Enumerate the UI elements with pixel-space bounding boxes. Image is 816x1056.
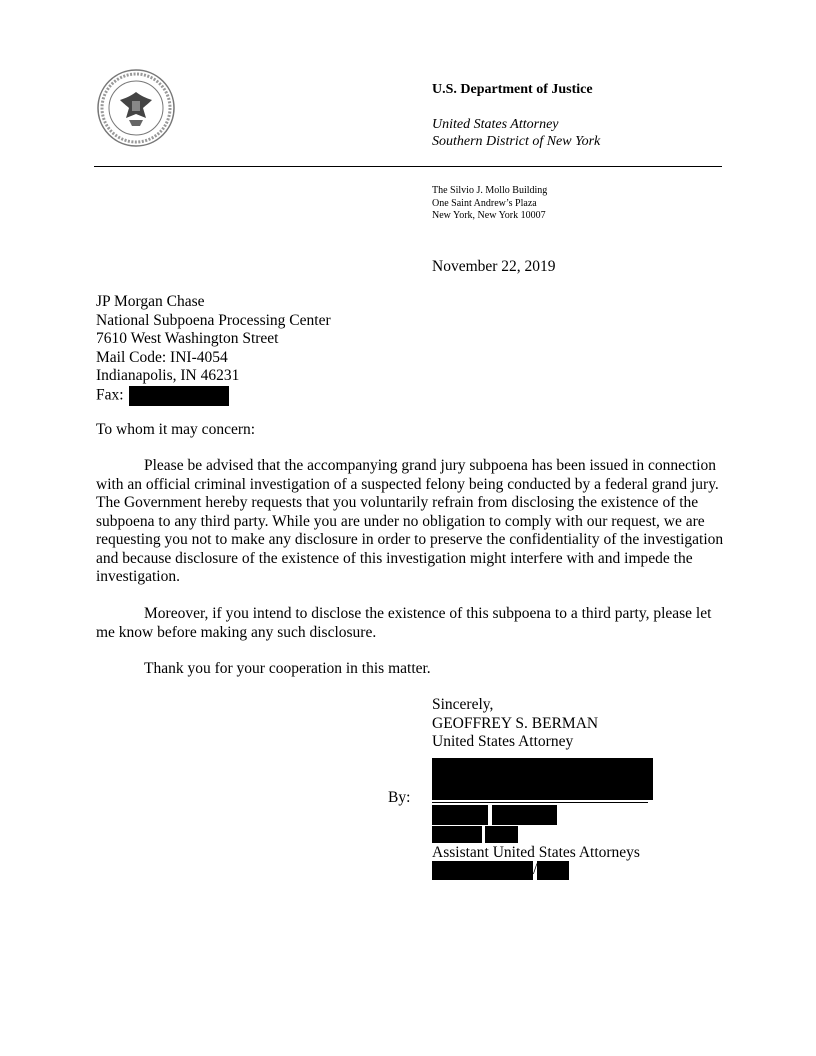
fax-redaction xyxy=(129,386,229,406)
fax-label: Fax: xyxy=(96,386,124,404)
closing: Sincerely, xyxy=(432,696,494,713)
letterhead-divider xyxy=(94,166,722,167)
phone-redaction-1 xyxy=(432,861,533,880)
recipient-line-5: Indianapolis, IN 46231 xyxy=(96,367,240,384)
by-label: By: xyxy=(388,789,411,806)
signature-redaction xyxy=(432,758,653,800)
signature-line xyxy=(432,802,648,803)
office-address xyxy=(432,185,547,223)
recipient-line-1: JP Morgan Chase xyxy=(96,293,205,310)
office-line-1: United States Attorney xyxy=(432,117,559,132)
recipient-line-4: Mail Code: INI-4054 xyxy=(96,348,228,366)
paragraph-3-text: Thank you for your cooperation in this matter. xyxy=(144,660,431,677)
signer-name-redaction-1 xyxy=(432,805,488,825)
address-line-3: New York, New York 10007 xyxy=(432,210,546,221)
signer-name-redaction-4 xyxy=(485,826,518,843)
body-paragraph-1 xyxy=(96,457,728,587)
paragraph-1-text: Please be advised that the accompanying grand jury subpoena has been issued in connection with an official criminal investigation of a suspected felony being conducted by a federal grand jury. The Government hereby requests that you voluntarily refrain from disclosing the existence of the subpoena to any third party. While you are under no obligation to comply with our request, we are requesting you not to make any disclosure in order to preserve the confidentiality of the investigation and because disclosure of the existence of this investigation might interfere with and impede the investigation. xyxy=(96,457,724,585)
body-paragraph-2 xyxy=(96,605,728,642)
address-line-2: One Saint Andrew’s Plaza xyxy=(432,197,537,209)
department-name: U.S. Department of Justice xyxy=(432,82,593,97)
address-line-1: The Silvio J. Mollo Building xyxy=(432,185,548,196)
salutation: To whom it may concern: xyxy=(96,421,256,438)
phone-separator: / xyxy=(533,861,538,878)
paragraph-2-text: Moreover, if you intend to disclose the existence of this subpoena to a third party, please let me know before making any such disclosure. xyxy=(96,605,712,641)
phone-redaction-2 xyxy=(537,861,569,880)
letter-date: November 22, 2019 xyxy=(432,258,556,275)
recipient-block xyxy=(96,293,331,406)
recipient-fax-line xyxy=(96,386,331,406)
signature-block xyxy=(432,696,598,752)
office-line-2: Southern District of New York xyxy=(432,134,601,149)
signer-name: GEOFFREY S. BERMAN xyxy=(432,714,599,732)
doj-seal-icon xyxy=(96,68,176,148)
signer-title: United States Attorney xyxy=(432,733,574,750)
signers-title: Assistant United States Attorneys xyxy=(432,844,640,861)
recipient-line-2: National Subpoena Processing Center xyxy=(96,311,331,329)
recipient-line-3: 7610 West Washington Street xyxy=(96,330,279,347)
office-name xyxy=(432,116,600,150)
body-paragraph-3 xyxy=(96,660,728,679)
signer-name-redaction-3 xyxy=(432,826,482,843)
signer-name-redaction-2 xyxy=(492,805,557,825)
